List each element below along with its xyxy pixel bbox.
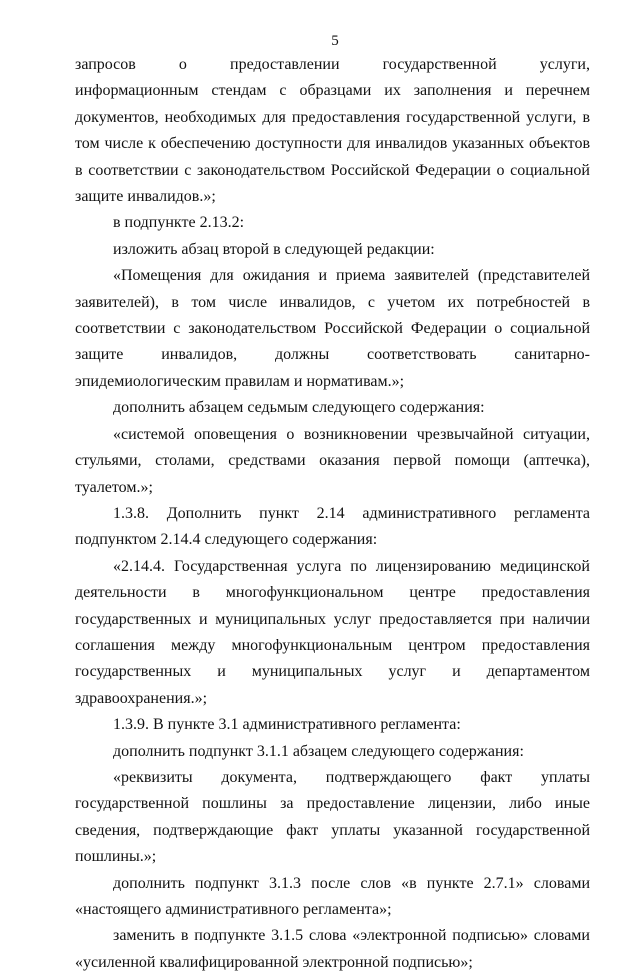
paragraph: 1.3.8. Дополнить пункт 2.14 административного регламента подпунктом 2.14.4 следующего содержания: (75, 504, 590, 549)
paragraph: запросов о предоставлении государственной услуги, (75, 56, 590, 73)
paragraph: 1.3.9. В пункте 3.1 административного регламента: (113, 716, 461, 734)
paragraph: «Помещения для ожидания и приема заявителей (представителей заявителей), в том числе инвалидов, с учетом их потребностей в соответствии с законодательством Российской Федерации о социальной защите инвалидов, должны соответствовать санитарно-эпидемиологическим правилам и нормативам.»; (75, 267, 590, 390)
paragraph: дополнить подпункт 3.1.3 после слов «в пункте 2.7.1» словами «настоящего административного регламента»; (75, 874, 590, 918)
paragraph: информационным стендам с образцами их заполнения и перечнем документов, необходимых для предоставления государственной услуги, в том числе к обеспечению доступности для инвалидов указанных объектов в соответствии с законодательством Российской Федерации о социальной защите инвалидов.»; (75, 82, 590, 206)
document-body (75, 52, 590, 976)
paragraph: в подпункте 2.13.2: (113, 214, 245, 232)
paragraph: «системой оповещения о возникновении чрезвычайной ситуации, стульями, столами, средствами оказания первой помощи (аптечка), туалетом.»; (75, 425, 590, 496)
paragraph: «реквизиты документа, подтверждающего факт уплаты государственной пошлины за предоставление лицензии, либо иные сведения, подтверждающие факт уплаты указанной государственной пошлины.»; (75, 768, 590, 866)
paragraph: дополнить подпункт 3.1.1 абзацем следующего содержания: (113, 742, 524, 760)
paragraph: дополнить абзацем седьмым следующего содержания: (113, 399, 485, 417)
paragraph: изложить абзац второй в следующей редакции: (113, 240, 435, 258)
paragraph: «2.14.4. Государственная услуга по лицензированию медицинской деятельности в многофункциональном центре предоставления государственных и муниципальных услуг предоставляется при наличии соглашения между многофункциональным центром предоставления государственных и муниципальных услуг и департаментом здравоохранения.»; (75, 557, 590, 707)
paragraph: заменить в подпункте 3.1.5 слова «электронной подписью» словами «усиленной квалифицированной электронной подписью»; (75, 927, 590, 971)
page-number: 5 (331, 33, 339, 49)
